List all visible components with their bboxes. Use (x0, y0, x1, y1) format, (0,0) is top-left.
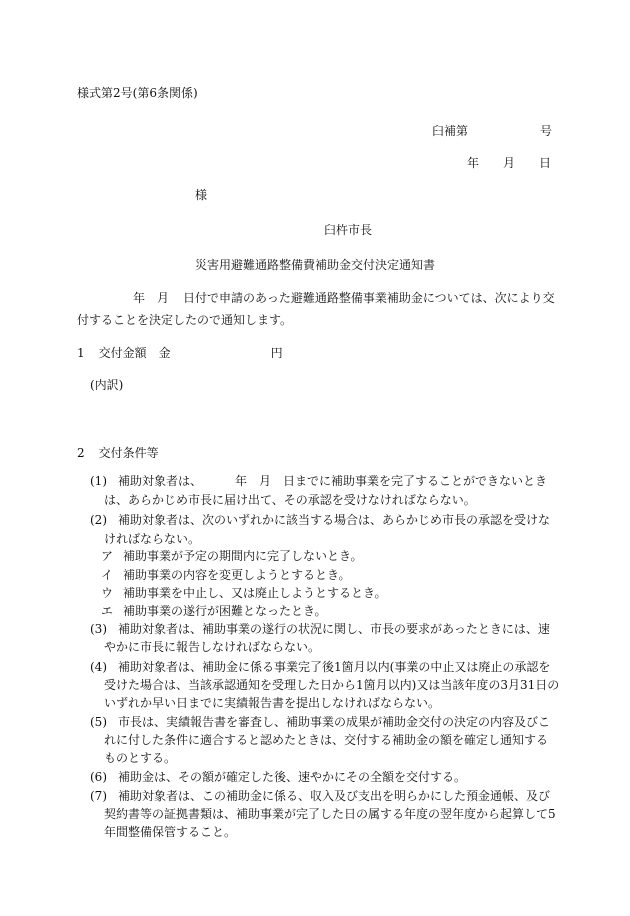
section-1-yen: 円 (270, 346, 283, 360)
condition-7-line-3: 年間整備保管すること。 (104, 825, 237, 839)
section-1-kin: 金 (158, 346, 171, 360)
sub-item-e-text: 補助事業の遂行が困難となったとき。 (123, 604, 327, 618)
condition-2-number: (2) (90, 513, 107, 527)
condition-5-number: (5) (90, 715, 107, 729)
document-number-suffix: 号 (540, 124, 553, 138)
sub-item-e-mark: エ (101, 604, 114, 618)
addressee-suffix: 様 (195, 188, 208, 202)
date-month: 月 (503, 156, 516, 170)
condition-4-line-2: 受けた場合は、当該承認通知を受理した日から1箇月以内)又は当該年度の3月31日の (104, 678, 560, 692)
condition-6-number: (6) (90, 770, 107, 784)
sub-item-u-text: 補助事業を中止し、又は廃止しようとするとき。 (123, 586, 387, 600)
condition-6-line-1: 補助金は、その額が確定した後、速やかにその全額を交付する。 (118, 770, 467, 784)
condition-1-text: 日までに補助事業を完了することができないとき (283, 474, 548, 488)
condition-7-number: (7) (90, 789, 107, 803)
intro-month: 月 (157, 291, 170, 305)
form-label: 様式第2号(第6条関係) (77, 86, 198, 100)
condition-5-line-3: ものとする。 (104, 751, 177, 765)
sub-item-a (101, 549, 363, 564)
sub-item-a-mark: ア (101, 549, 114, 563)
condition-4-line-3: いずれか早い日までに実績報告書を提出しなければならない。 (104, 696, 441, 710)
date-day: 日 (539, 156, 552, 170)
intro-text: 日付で申請のあった避難通路整備事業補助金については、次により交 (183, 291, 555, 305)
condition-3-line-2: やかに市長に報告しなければならない。 (104, 640, 321, 654)
sub-item-a-text: 補助事業が予定の期間内に完了しないとき。 (123, 549, 363, 563)
document-title: 災害用避難通路整備費補助金交付決定通知書 (195, 258, 436, 272)
section-1-number: 1 (77, 346, 85, 360)
condition-1-subject: 補助対象者は、 (118, 474, 203, 488)
sub-item-e (101, 604, 327, 619)
date-year: 年 (467, 156, 480, 170)
issuer-name: 臼杵市長 (324, 223, 373, 237)
condition-1-number: (1) (90, 474, 107, 488)
sub-item-u-mark: ウ (101, 586, 114, 600)
condition-7-line-2: 契約書等の証拠書類は、補助事業が完了した日の属する年度の翌年度から起算して5 (104, 807, 556, 821)
intro-line-2: 付することを決定したので通知します。 (77, 313, 293, 327)
condition-7-line-1: 補助対象者は、この補助金に係る、収入及び支出を明らかにした預金通帳、及び (118, 789, 551, 803)
condition-1-year: 年 (235, 474, 248, 488)
condition-4-number: (4) (90, 660, 107, 674)
condition-1-month: 月 (259, 474, 272, 488)
breakdown-label: (内訳) (90, 378, 124, 392)
intro-line-1 (95, 291, 555, 306)
section-2-heading (77, 446, 159, 461)
section-2-label: 交付条件等 (98, 446, 159, 460)
condition-1-line-1 (118, 474, 547, 489)
sub-item-i-text: 補助事業の内容を変更しようとするとき。 (123, 568, 351, 582)
sub-item-i (101, 568, 351, 583)
condition-3-number: (3) (90, 622, 107, 636)
section-2-number: 2 (77, 446, 85, 460)
condition-2-line-1: 補助対象者は、次のいずれかに該当する場合は、あらかじめ市長の承認を受けな (118, 513, 551, 527)
condition-4-line-1: 補助対象者は、補助金に係る事業完了後1箇月以内(事業の中止又は廃止の承認を (118, 660, 551, 674)
condition-5-line-2: れに付した条件に適合すると認めたときは、交付する補助金の額を確定し通知する (104, 733, 549, 747)
document-number-prefix: 臼補第 (432, 124, 469, 138)
intro-year: 年 (133, 291, 146, 305)
condition-5-line-1: 市長は、実績報告書を審査し、補助事業の成果が補助金交付の決定の内容及びこ (118, 715, 551, 729)
section-1-heading (77, 346, 283, 361)
condition-3-line-1: 補助対象者は、補助事業の遂行の状況に関し、市長の要求があったときには、速 (118, 622, 550, 636)
sub-item-i-mark: イ (101, 568, 114, 582)
condition-1-line-2: は、あらかじめ市長に届け出て、その承認を受けなければならない。 (104, 493, 476, 507)
section-1-label: 交付金額 (98, 346, 147, 360)
sub-item-u (101, 586, 387, 601)
condition-2-line-2: ければならない。 (104, 532, 201, 546)
